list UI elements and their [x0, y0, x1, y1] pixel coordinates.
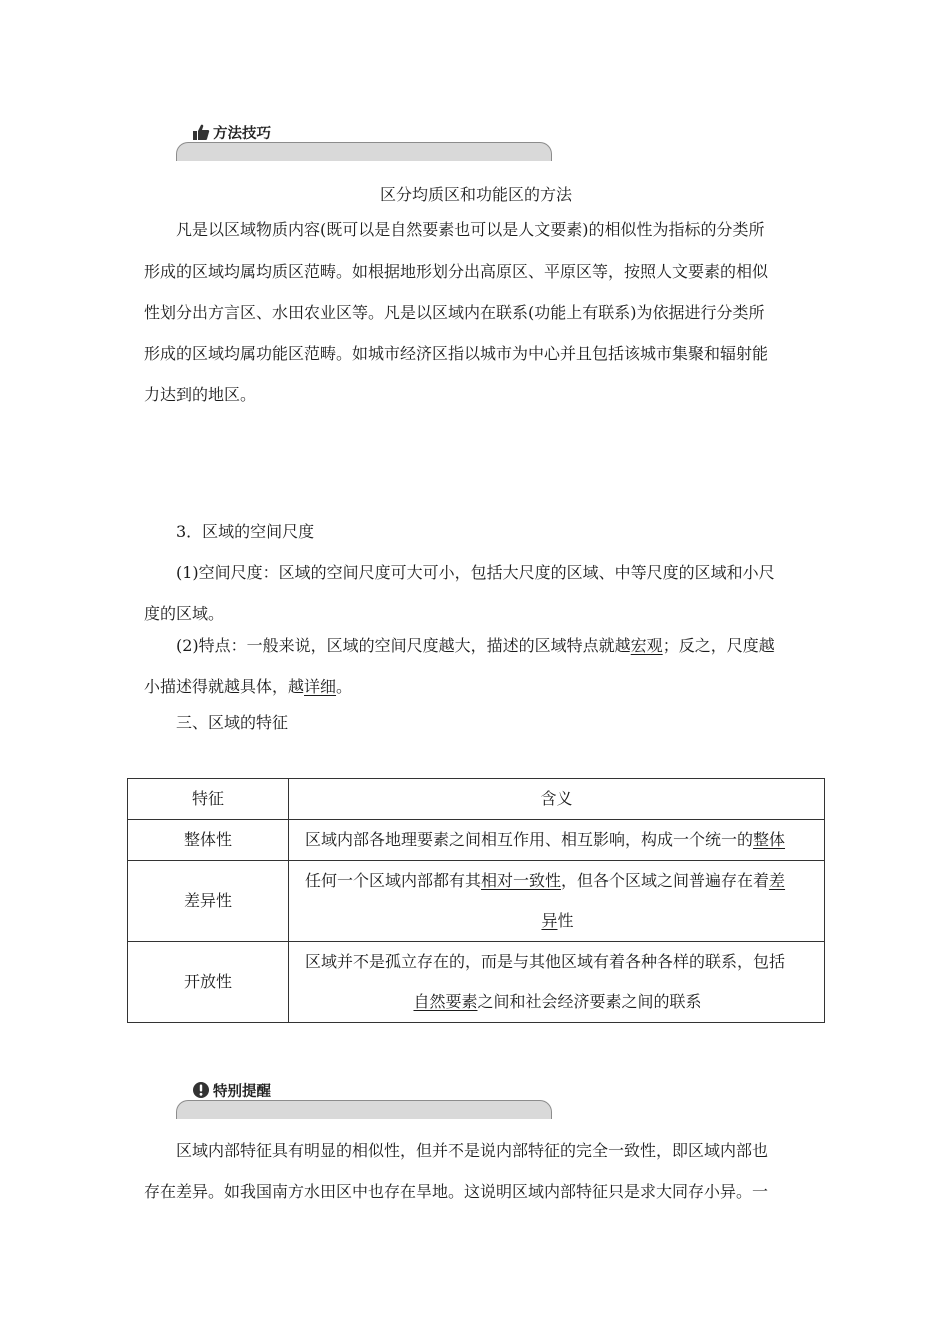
reminder-line-2: 存在差异。如我国南方水田区中也存在旱地。这说明区域内部特征只是求大同存小异。一	[144, 1182, 769, 1201]
exclamation-icon	[192, 1081, 210, 1099]
table-row	[128, 861, 825, 942]
feature-desc-text: 任何一个区域内部都有其	[305, 871, 482, 890]
feature-desc-text: ，但各个区域之间普遍存在着	[561, 871, 770, 890]
feature-desc	[289, 820, 825, 861]
method-tip-bar	[176, 142, 552, 161]
scale-p2-line2	[144, 675, 808, 699]
scale-p2-text-d: 。	[336, 677, 353, 696]
blank-answer-detail: 详细	[304, 677, 337, 696]
feature-name: 开放性	[128, 942, 289, 1023]
scale-p2-text-c: 小描述得就越具体，越	[144, 677, 305, 696]
scale-p1-line2: 度的区域。	[144, 604, 225, 623]
table-header-row	[128, 779, 825, 820]
blank-answer-consistency: 相对一致性	[481, 871, 562, 890]
blank-answer-diff-1: 差	[769, 871, 786, 890]
features-table	[127, 778, 825, 1023]
blank-answer-macro: 宏观	[630, 636, 663, 655]
feature-desc-text: 性	[557, 911, 574, 930]
method-line-4: 形成的区域均属功能区范畴。如城市经济区指以城市为中心并且包括该城市集聚和辐射能	[144, 344, 769, 363]
scale-p2-text-b: ；反之，尺度越	[662, 636, 775, 655]
method-title: 区分均质区和功能区的方法	[379, 185, 572, 204]
method-tip-tab	[176, 122, 552, 166]
feature-desc-text: 之间和社会经济要素之间的联系	[477, 992, 702, 1011]
table-row	[128, 942, 825, 1023]
scale-p2-line1	[176, 634, 840, 658]
method-tip-label-wrap	[192, 122, 271, 142]
method-line-1: 凡是以区域物质内容(既可以是自然要素也可以是人文要素)的相似性为指标的分类所	[176, 220, 765, 239]
feature-desc-text: 区域内部各地理要素之间相互作用、相互影响，构成一个统一的	[305, 830, 754, 849]
feature-desc-text: 区域并不是孤立存在的，而是与其他区域有着各种各样的联系，包括	[305, 952, 786, 971]
scale-heading: 3．区域的空间尺度	[176, 522, 315, 541]
blank-answer-diff-2: 异	[541, 911, 558, 930]
method-line-2: 形成的区域均属均质区范畴。如根据地形划分出高原区、平原区等，按照人文要素的相似	[144, 262, 769, 281]
reminder-bar	[176, 1100, 552, 1119]
scale-p1-line1: (1)空间尺度：区域的空间尺度可大可小，包括大尺度的区域、中等尺度的区域和小尺	[176, 563, 775, 582]
header-meaning: 含义	[289, 779, 825, 820]
reminder-tab	[176, 1080, 552, 1124]
thumbs-up-icon	[192, 123, 210, 141]
feature-desc	[289, 861, 825, 942]
scale-p2-text-a: (2)特点：一般来说，区域的空间尺度越大，描述的区域特点就越	[176, 636, 631, 655]
features-heading: 三、区域的特征	[176, 713, 289, 732]
reminder-label-wrap	[192, 1080, 271, 1100]
table-row	[128, 820, 825, 861]
feature-name: 差异性	[128, 861, 289, 942]
feature-desc	[289, 942, 825, 1023]
method-line-5: 力达到的地区。	[144, 385, 257, 404]
header-feature: 特征	[128, 779, 289, 820]
reminder-line-1: 区域内部特征具有明显的相似性，但并不是说内部特征的完全一致性，即区域内部也	[176, 1141, 769, 1160]
feature-name: 整体性	[128, 820, 289, 861]
method-tip-title: 方法技巧	[213, 125, 271, 142]
method-line-3: 性划分出方言区、水田农业区等。凡是以区域内在联系(功能上有联系)为依据进行分类所	[144, 303, 765, 322]
blank-answer-whole: 整体	[753, 830, 786, 849]
blank-answer-natural: 自然要素	[413, 992, 478, 1011]
reminder-title: 特别提醒	[213, 1083, 271, 1100]
